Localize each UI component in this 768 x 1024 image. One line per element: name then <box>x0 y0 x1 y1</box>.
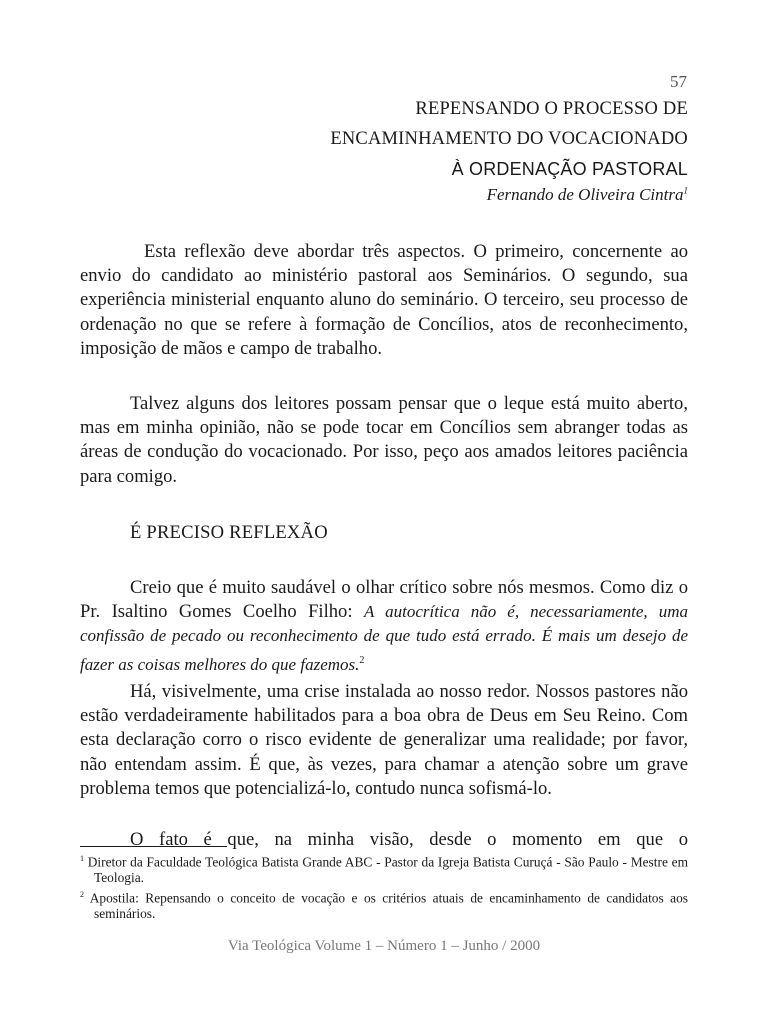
paragraph-4 <box>80 680 688 801</box>
paragraph-1 <box>80 240 688 361</box>
quote-footnote-ref: 2 <box>359 654 365 666</box>
paragraph-2-text: Talvez alguns dos leitores possam pensar que o leque está muito aberto, mas em minha opinião, não se pode tocar em Concílios sem abranger todas as áreas de condução do vocacionado. Por isso, peço aos amados leitores paciência para comigo. <box>80 393 688 487</box>
footnote-2 <box>80 887 688 921</box>
paragraph-2 <box>80 392 688 489</box>
title-line-3: À ORDENAÇÃO PASTORAL <box>451 159 688 179</box>
paragraph-4-text: Há, visivelmente, uma crise instalada ao nosso redor. Nossos pastores não estão verdadeiramente habilitados para a boa obra de Deus em Seu Reino. Com esta declaração corro o risco evidente de generalizar uma realidade; por favor, não entendam assim. É que, às vezes, para chamar a atenção sobre um grave problema temos que potencializá-lo, contudo nunca sofismá-lo. <box>80 681 688 799</box>
section-heading: É PRECISO REFLEXÃO <box>130 522 328 543</box>
paragraph-1-text: Esta reflexão deve abordar três aspectos. O primeiro, concernente ao envio do candidato ao ministério pastoral aos Seminários. O segundo, sua experiência ministerial enquanto aluno do seminário. O terceiro, seu processo de ordenação no que se refere à formação de Concílios, atos de reconhecimento, imposição de mãos e campo de trabalho. <box>80 241 688 359</box>
author-byline <box>487 185 688 205</box>
page-number: 57 <box>670 72 687 91</box>
paragraph-3 <box>80 576 688 677</box>
footnotes <box>80 851 688 923</box>
running-footer: Via Teológica Volume 1 – Número 1 – Junho / 2000 <box>227 938 541 954</box>
paragraph-3-intro: Creio que é muito saudável o olhar crítico sobre nós mesmos. Como diz o Pr. Isaltino Gomes Coelho Filho: <box>80 577 688 623</box>
author-name: Fernando de Oliveira Cintra <box>486 185 684 204</box>
quote: A autocrítica não é, necessariamente, uma confissão de pecado ou reconhecimento de que tudo está errado. É mais um desejo de fazer as coisas melhores do que fazemos. <box>80 602 688 674</box>
title-line-2: ENCAMINHAMENTO DO VOCACIONADO <box>330 129 688 149</box>
footnote-separator <box>80 846 227 847</box>
paragraph-5 <box>80 828 688 852</box>
footnote-2-ref: 2 <box>80 889 84 899</box>
article-title <box>200 94 688 184</box>
title-line-1: REPENSANDO O PROCESSO DE <box>415 99 688 119</box>
paragraph-5-text: O fato é que, na minha visão, desde o momento em que o <box>130 829 688 850</box>
author-footnote-ref: 1 <box>683 185 688 196</box>
footnote-1-ref: 1 <box>80 854 84 863</box>
paragraph-3-text <box>80 576 688 677</box>
footnote-2-text: Apostila: Repensando o conceito de vocação e os critérios atuais de encaminhamento de candidatos aos seminários. <box>89 890 688 921</box>
footnote-1 <box>80 851 688 885</box>
footnote-1-text: Diretor da Faculdade Teológica Batista Grande ABC - Pastor da Igreja Batista Curuçá - São Paulo - Mestre em Teologia. <box>87 854 688 885</box>
